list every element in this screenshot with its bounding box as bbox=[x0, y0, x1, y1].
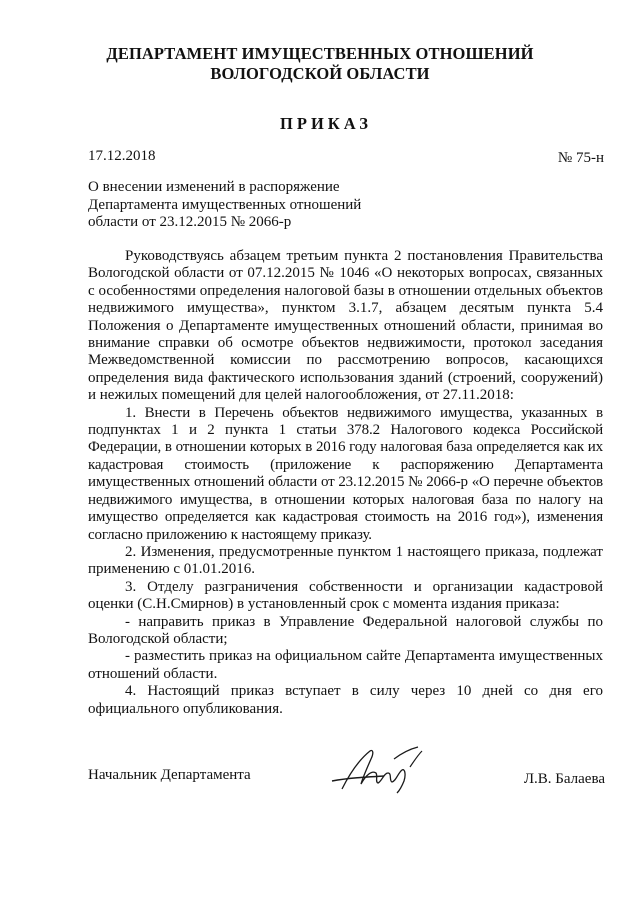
item-2-paragraph: 2. Изменения, предусмотренные пунктом 1 настоящего приказа, подлежат применению с 01.01.2016. bbox=[88, 543, 603, 578]
item-1-paragraph: 1. Внести в Перечень объектов недвижимого имущества, указанных в подпунктах 1 и 2 пункта 1 статьи 378.2 Налогового кодекса Российской Федерации, в отношении которых в 2016 году налоговая база определяется как их кадастровая стоимость (приложение к распоряжению Департамента имущественных отношений области от 23.12.2015 № 2066-р «О перечне объектов недвижимого имущества, в отношении которых налоговая база по налогу на имущество определяется как кадастровая стоимость на 2016 год»), изменения согласно приложению к настоящему приказу. bbox=[88, 404, 603, 543]
signatory-position: Начальник Департамента bbox=[88, 767, 251, 783]
org-name-line1: ДЕПАРТАМЕНТ ИМУЩЕСТВЕННЫХ ОТНОШЕНИЙ bbox=[106, 44, 534, 63]
document-date: 17.12.2018 bbox=[88, 148, 156, 164]
item-3-subitem-1: - направить приказ в Управление Федеральной налоговой службы по Вологодской области; bbox=[88, 613, 603, 647]
handwritten-signature bbox=[326, 737, 438, 797]
subject-line: О внесении изменений в распоряжение bbox=[88, 179, 340, 195]
item-4-paragraph: 4. Настоящий приказ вступает в силу через 10 дней со дня его официального опубликования. bbox=[88, 683, 603, 717]
document-subject bbox=[88, 179, 361, 232]
subject-line: Департамента имущественных отношений bbox=[88, 196, 362, 213]
document-type-title: ПРИКАЗ bbox=[280, 114, 372, 133]
org-name-line2: ВОЛОГОДСКОЙ ОБЛАСТИ bbox=[210, 64, 430, 83]
document-number: № 75-н bbox=[557, 150, 604, 166]
item-3-paragraph: 3. Отделу разграничения собственности и организации кадастровой оценки (С.Н.Смирнов) в установленный срок с момента издания приказа: bbox=[88, 578, 603, 613]
organization-header bbox=[0, 44, 640, 84]
preamble-paragraph: Руководствуясь абзацем третьим пункта 2 постановления Правительства Вологодской области от 07.12.2015 № 1046 «О некоторых вопросах, связанных с особенностями определения налоговой базы в отношении отдельных объектов недвижимого имущества», пунктом 3.1.7, абзацем десятым пункта 5.4 Положения о Департаменте имущественных отношений области, принимая во внимание справки об осмотре объектов недвижимости, протокол заседания Межведомственной комиссии по рассмотрению вопросов, касающихся определения вида фактического использования зданий (строений, сооружений) и нежилых помещений для целей налогообложения, от 27.11.2018: bbox=[88, 248, 603, 404]
item-3-subitem-2: - разместить приказ на официальном сайте Департамента имущественных отношений области. bbox=[88, 648, 603, 682]
signature-block bbox=[88, 765, 605, 805]
document-body bbox=[88, 248, 603, 718]
subject-line: области от 23.12.2015 № 2066-р bbox=[88, 214, 292, 230]
signatory-name: Л.В. Балаева bbox=[523, 771, 605, 787]
